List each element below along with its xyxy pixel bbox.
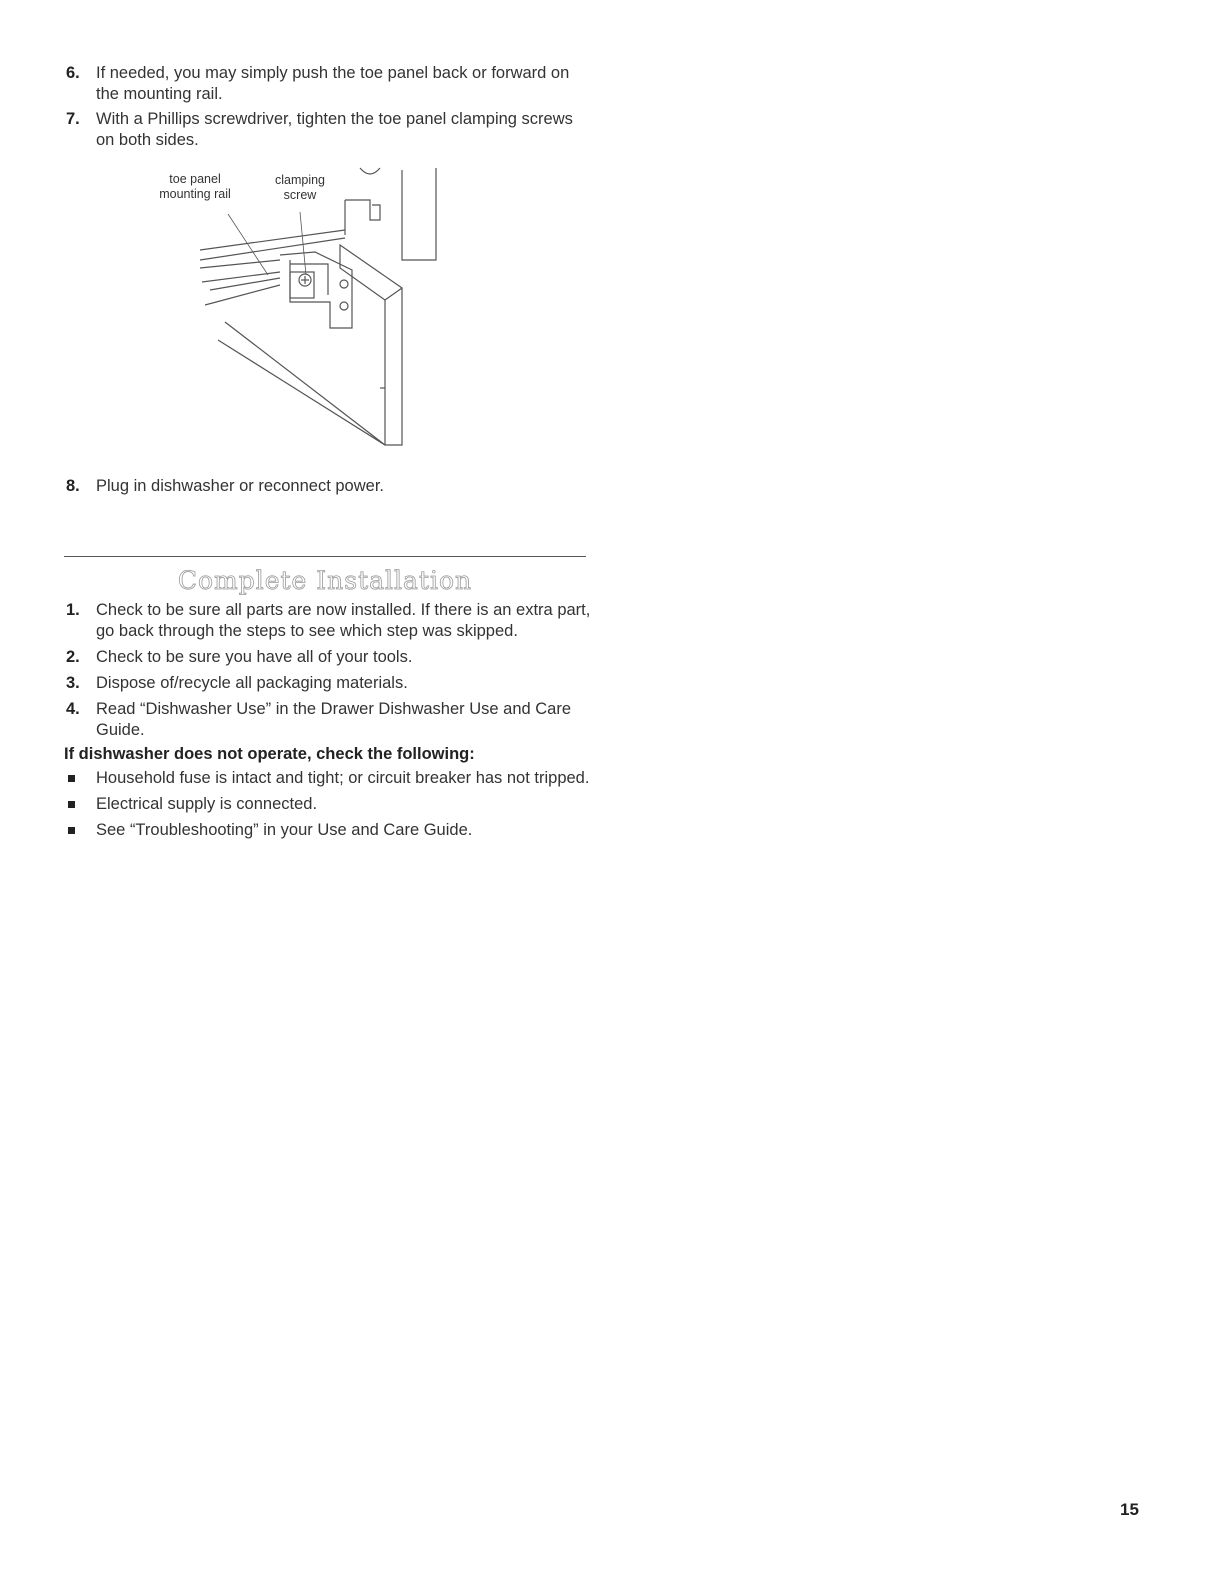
bullet-text: Household fuse is intact and tight; or circuit breaker has not tripped. <box>96 769 590 787</box>
complete-step-4 <box>64 699 594 741</box>
complete-step-1 <box>64 600 594 642</box>
toe-panel-illustration <box>140 160 450 460</box>
toe-panel-diagram <box>140 160 450 460</box>
complete-installation-steps <box>64 600 594 841</box>
step-8 <box>64 476 594 497</box>
step-text: Check to be sure all parts are now installed. If there is an extra part, go back through the steps to see which step was skipped. <box>96 601 591 640</box>
instruction-step-8 <box>64 476 594 497</box>
troubleshoot-item <box>64 768 594 789</box>
step-text: With a Phillips screwdriver, tighten the toe panel clamping screws on both sides. <box>96 110 573 149</box>
bullet-text: Electrical supply is connected. <box>96 795 318 813</box>
troubleshoot-heading: If dishwasher does not operate, check the following: <box>64 745 475 763</box>
step-number: 7. <box>66 110 80 128</box>
label-line: screw <box>283 188 317 202</box>
step-text: Dispose of/recycle all packaging materials. <box>96 674 408 692</box>
step-text: Read “Dishwasher Use” in the Drawer Dishwasher Use and Care Guide. <box>96 700 572 739</box>
troubleshoot-item <box>64 820 594 841</box>
complete-step-3 <box>64 673 594 694</box>
label-toe-panel-mounting-rail <box>140 172 250 202</box>
label-line: clamping <box>274 173 326 187</box>
complete-step-2 <box>64 647 594 668</box>
bullet-icon <box>68 827 75 834</box>
step-text: Plug in dishwasher or reconnect power. <box>96 477 384 495</box>
step-number: 2. <box>66 648 80 666</box>
instruction-steps-top <box>64 63 594 151</box>
label-line: mounting rail <box>159 187 231 201</box>
page-number: 15 <box>1120 1500 1139 1519</box>
label-clamping-screw <box>260 173 340 203</box>
section-divider <box>64 556 586 557</box>
step-7 <box>64 109 594 151</box>
bullet-icon <box>68 775 75 782</box>
step-number: 6. <box>66 64 80 82</box>
section-title: Complete Installation <box>177 566 473 595</box>
step-number: 8. <box>66 477 80 495</box>
step-text: Check to be sure you have all of your tools. <box>96 648 413 666</box>
step-text: If needed, you may simply push the toe panel back or forward on the mounting rail. <box>96 64 570 103</box>
step-number: 4. <box>66 700 80 718</box>
troubleshoot-item <box>64 794 594 815</box>
bullet-text: See “Troubleshooting” in your Use and Care Guide. <box>96 821 473 839</box>
bullet-icon <box>68 801 75 808</box>
label-line: toe panel <box>169 172 221 186</box>
step-number: 1. <box>66 601 80 619</box>
step-6 <box>64 63 594 105</box>
step-number: 3. <box>66 674 80 692</box>
